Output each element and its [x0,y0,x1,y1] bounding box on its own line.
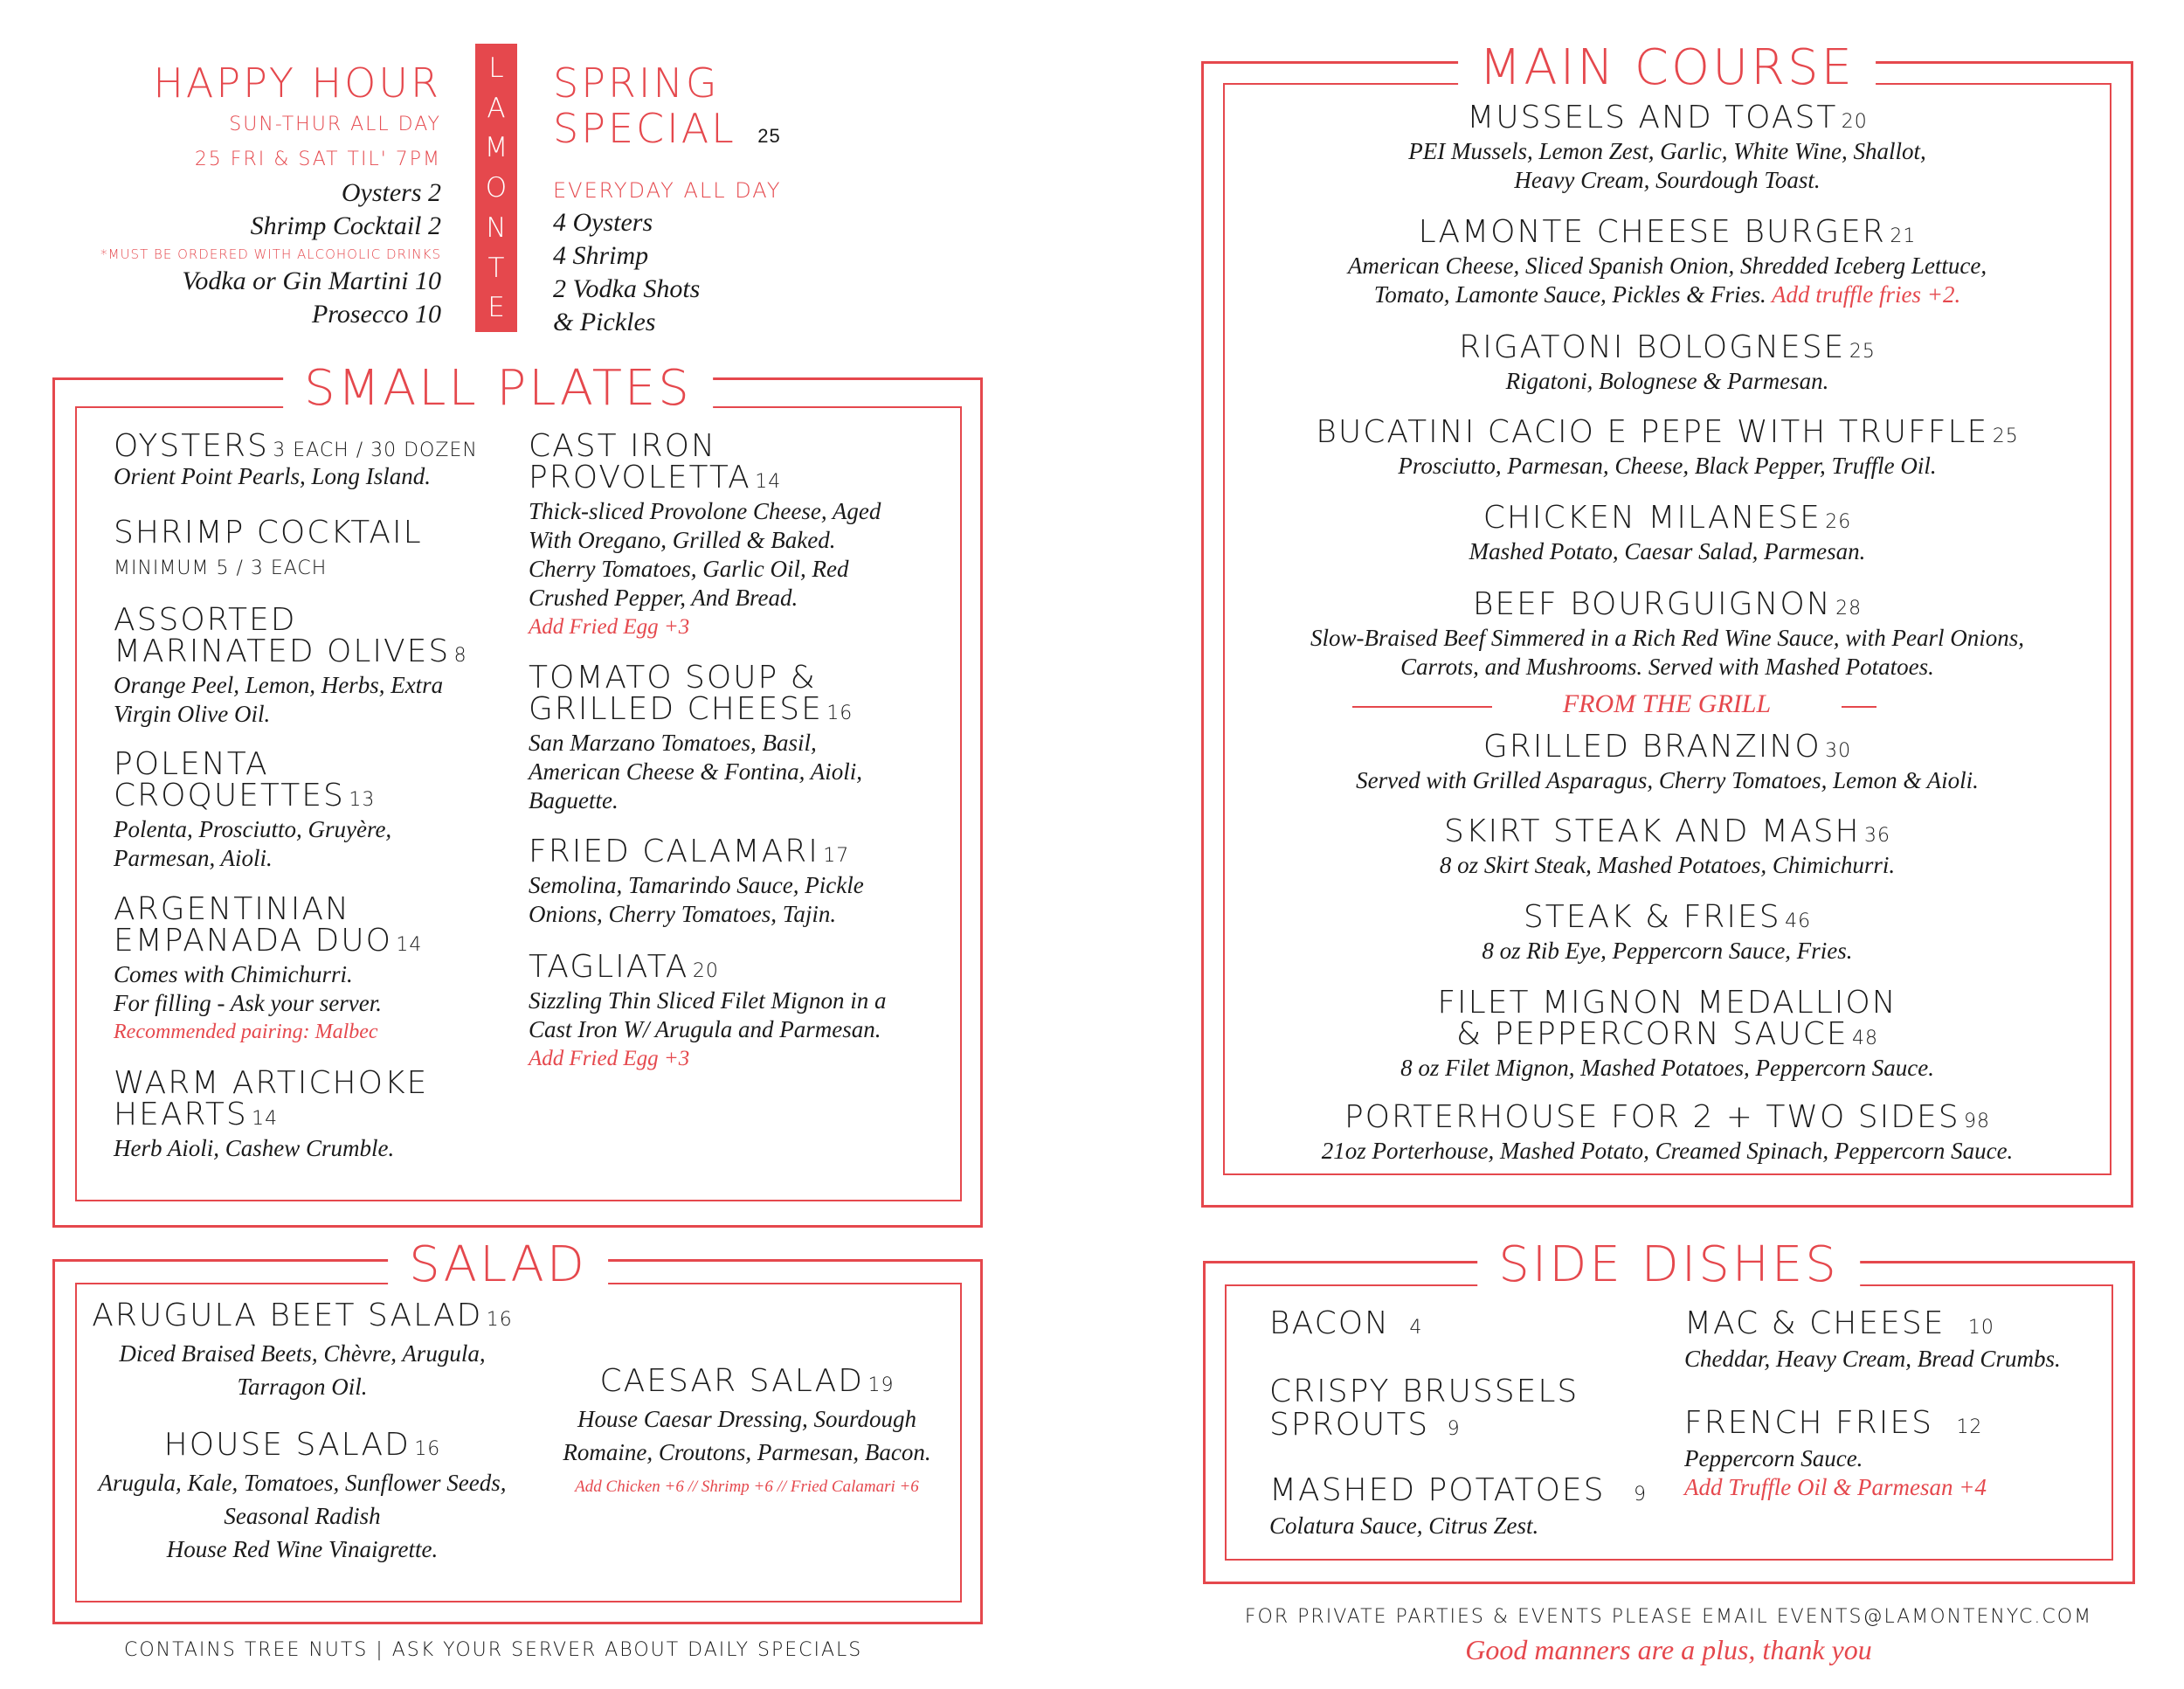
item-name: MARINATED OLIVES [114,633,451,669]
item-name: TOMATO SOUP & [529,660,817,696]
item-name: FRENCH FRIES [1684,1405,1933,1441]
main-course-title: MAIN COURSE [1458,40,1876,96]
spring-special-item: & Pickles [553,308,656,336]
menu-item-chicken-milanese [1223,502,2111,566]
item-price: 19 [867,1374,895,1396]
item-price: 4 [1409,1317,1423,1339]
menu-item-beef-bourguignon [1223,586,2111,682]
item-description: Cherry Tomatoes, Garlic Oil, Red [529,556,849,582]
footer-left-note: CONTAINS TREE NUTS | ASK YOUR SERVER ABOUT DAILY SPECIALS [124,1639,863,1661]
item-name: CAESAR SALAD [599,1363,865,1399]
item-name: MAC & CHEESE [1684,1305,1946,1341]
item-price: 26 [1825,511,1852,533]
item-name: GRILLED CHEESE [529,691,823,727]
item-name: SHRIMP COCKTAIL [114,515,423,550]
item-name: LAMONTE CHEESE BURGER [1418,214,1886,250]
item-description: Arugula, Kale, Tomatoes, Sunflower Seeds, [98,1470,507,1496]
item-name: ARUGULA BEET SALAD [92,1298,483,1333]
private-events-note: FOR PRIVATE PARTIES & EVENTS PLEASE EMAIL EVENTS@LAMONTENYC.COM [1244,1606,2093,1628]
logo-letter: N [486,211,507,244]
item-description: American Cheese, Sliced Spanish Onion, Shredded Iceberg Lettuce, [1347,253,1987,279]
item-description: Romaine, Croutons, Parmesan, Bacon. [563,1439,931,1465]
item-name: CAST IRON [529,428,716,464]
menu-item-steak-fries [1223,899,2111,966]
item-name: PORTERHOUSE FOR 2 + TWO SIDES [1344,1099,1960,1135]
item-name: RIGATONI BOLOGNESE [1459,329,1846,365]
item-note: Add Chicken +6 // Shrimp +6 // Fried Calamari +6 [575,1478,919,1496]
item-description: House Red Wine Vinaigrette. [166,1536,439,1562]
item-price: 28 [1835,598,1863,620]
item-name: FILET MIGNON MEDALLION [1437,985,1897,1021]
item-description: American Cheese & Fontina, Aioli, [529,758,862,785]
menu-item-olives [114,602,467,729]
item-name: WARM ARTICHOKE [114,1065,429,1101]
item-description: Colatura Sauce, Citrus Zest. [1269,1512,1539,1539]
item-name: HOUSE SALAD [163,1427,411,1463]
spring-special-item: 2 Vodka Shots [553,274,701,303]
item-description: With Oregano, Grilled & Baked. [529,527,836,553]
menu-item-empanada [114,891,423,1047]
spring-special-title: SPECIAL [553,105,736,152]
item-price: 98 [1964,1111,1991,1132]
item-description: Rigatoni, Bolognese & Parmesan. [1505,368,1829,394]
menu-item-skirt-steak [1223,813,2111,880]
happy-hour-title: HAPPY HOUR [153,59,441,107]
item-price: 10 [1967,1317,1994,1339]
item-name: HEARTS [114,1097,248,1132]
menu-item-provoletta [529,428,881,641]
menu-item-artichoke [114,1065,429,1163]
item-name: SKIRT STEAK AND MASH [1444,813,1861,849]
menu-item-arugula-salad [75,1300,529,1403]
logo-letter: E [487,292,505,324]
happy-hour-block [87,59,441,331]
item-description: Diced Braised Beets, Chèvre, Arugula, [119,1340,486,1367]
menu-item-polenta [114,746,392,873]
item-description: Thick-sliced Provolone Cheese, Aged [529,498,881,524]
item-price: 14 [252,1108,279,1130]
item-description: For filling - Ask your server. [114,990,382,1016]
logo-letter: M [484,132,508,164]
item-description: Semolina, Tamarindo Sauce, Pickle [529,872,864,898]
item-name: ARGENTINIAN [114,891,350,927]
item-price: 14 [755,471,782,493]
item-price: 30 [1825,740,1852,762]
item-description: Baguette. [529,787,619,813]
item-description: San Marzano Tomatoes, Basil, [529,730,817,756]
item-description: Slow-Braised Beef Simmered in a Rich Red Wine Sauce, with Pearl Onions, [1310,625,2025,651]
small-plates-title: SMALL PLATES [283,361,713,417]
salad-title: SALAD [388,1237,608,1293]
menu-item-cheese-burger [1223,214,2111,309]
item-price: 36 [1863,825,1890,847]
happy-hour-line2: 25 FRI & SAT TIL' 7PM [194,149,441,170]
item-description: Served with Grilled Asparagus, Cherry Tomatoes, Lemon & Aioli. [1356,767,1979,793]
item-name: OYSTERS [114,428,269,464]
item-price: 21 [1890,225,1917,247]
item-price: 48 [1852,1028,1879,1049]
menu-item-shrimp-cocktail [114,517,423,578]
menu-item-rigatoni [1223,329,2111,396]
item-description: Orange Peel, Lemon, Herbs, Extra [114,672,444,698]
menu-item-porterhouse [1223,1099,2111,1166]
item-description: Carrots, and Mushrooms. Served with Mashed Potatoes. [1400,654,1934,680]
item-price: 16 [414,1438,441,1460]
item-price: 16 [486,1309,513,1331]
item-name: CROQUETTES [114,778,345,813]
item-name: STEAK & FRIES [1523,899,1781,935]
spring-special-subtitle: EVERYDAY ALL DAY [553,178,782,203]
tagline: Good manners are a plus, thank you [1465,1634,1872,1665]
side-item-mashed-potatoes [1269,1472,1647,1540]
spring-special-item: 4 Shrimp [553,241,649,270]
item-note: Add truffle fries +2. [1772,281,1961,308]
item-description-text: Tomato, Lamonte Sauce, Pickles & Fries. [1373,281,1766,308]
item-name: ASSORTED [114,602,297,638]
logo-letter: O [485,172,508,204]
logo-letter: T [487,252,505,284]
item-description: Sizzling Thin Sliced Filet Mignon in a [529,987,887,1014]
item-description: PEI Mussels, Lemon Zest, Garlic, White Wine, Shallot, [1408,138,1926,164]
side-item-brussels-sprouts [1269,1376,1579,1441]
item-description: Seasonal Radish [224,1503,381,1529]
menu-item-branzino [1223,731,2111,795]
item-description: 8 oz Skirt Steak, Mashed Potatoes, Chimichurri. [1439,852,1896,878]
item-description: Peppercorn Sauce. [1684,1445,1863,1471]
item-description: Comes with Chimichurri. [114,961,353,987]
spring-special-price: 25 [757,125,781,147]
item-name: EMPANADA DUO [114,923,392,959]
item-description: Mashed Potato, Caesar Salad, Parmesan. [1469,538,1866,564]
item-description: Orient Point Pearls, Long Island. [114,463,431,489]
lamonte-vertical-logo [475,44,517,332]
menu-item-oysters [114,428,478,491]
menu-item-calamari [529,836,864,929]
menu-item-filet-mignon [1223,987,2111,1083]
item-name: & PEPPERCORN SAUCE [1455,1016,1849,1052]
item-description: House Caesar Dressing, Sourdough [577,1406,916,1432]
from-the-grill-label: FROM THE GRILL [1492,689,1842,718]
item-name: MUSSELS AND TOAST [1467,100,1838,135]
item-price: 13 [349,789,376,811]
item-name: BACON [1269,1305,1390,1341]
item-name: GRILLED BRANZINO [1482,729,1821,765]
item-price: 25 [1992,426,2019,447]
item-price: 14 [396,934,423,956]
happy-hour-item: Oysters 2 [341,178,441,207]
logo-letter: L [488,52,504,84]
spring-special-block [553,59,841,339]
item-note: Add Truffle Oil & Parmesan +4 [1684,1474,1987,1500]
item-price: 8 [453,645,467,667]
spring-special-item: 4 Oysters [553,208,653,237]
item-note: Add Fried Egg +3 [529,1047,690,1070]
logo-letter: A [487,92,506,124]
item-price: 12 [1956,1416,1983,1438]
item-name: CHICKEN MILANESE [1482,500,1821,536]
item-description: Tarragon Oil. [237,1374,368,1400]
item-description: Heavy Cream, Sourdough Toast. [1514,167,1821,193]
happy-hour-item: Prosecco 10 [311,300,441,329]
item-description: Cheddar, Heavy Cream, Bread Crumbs. [1684,1346,2061,1372]
item-description: 8 oz Rib Eye, Peppercorn Sauce, Fries. [1482,938,1853,964]
happy-hour-item: Vodka or Gin Martini 10 [182,267,441,295]
menu-item-tagliata [529,949,887,1073]
item-name: BUCATINI CACIO E PEPE WITH TRUFFLE [1316,414,1989,450]
side-dishes-title: SIDE DISHES [1477,1237,1860,1293]
item-description [1223,280,2111,309]
spring-special-title: SPRING [553,59,720,107]
menu-item-mussels [1223,102,2111,195]
item-price: 16 [826,703,854,724]
item-description: Cast Iron W/ Arugula and Parmesan. [529,1016,881,1042]
item-price: 9 [1633,1484,1647,1506]
item-name: POLENTA [114,746,269,782]
item-name: MASHED POTATOES [1269,1472,1606,1508]
side-item-bacon [1269,1305,1423,1341]
side-item-french-fries [1684,1405,1987,1502]
item-description: Polenta, Prosciutto, Gruyère, [114,816,392,842]
menu-item-bucatini [1223,414,2111,481]
item-price: 20 [1841,111,1868,133]
happy-hour-note: *MUST BE ORDERED WITH ALCOHOLIC DRINKS [100,246,441,262]
item-description: Onions, Cherry Tomatoes, Tajin. [529,901,837,927]
item-description: 8 oz Filet Mignon, Mashed Potatoes, Peppercorn Sauce. [1400,1055,1934,1081]
happy-hour-item: Shrimp Cocktail 2 [250,211,441,240]
item-name: PROVOLETTA [529,460,751,495]
item-price: 46 [1785,910,1812,932]
item-name: TAGLIATA [529,949,689,985]
item-name: FRIED CALAMARI [529,834,819,869]
happy-hour-line1: SUN-THUR ALL DAY [229,114,441,135]
item-description: Crushed Pepper, And Bread. [529,585,798,611]
item-description: 21oz Porterhouse, Mashed Potato, Creamed Spinach, Peppercorn Sauce. [1321,1138,2014,1164]
menu-item-tomato-soup [529,662,862,815]
item-price: MINIMUM 5 / 3 EACH [114,557,328,579]
item-price: 17 [823,845,850,867]
item-name: SPROUTS [1269,1407,1430,1443]
item-price: 9 [1447,1418,1461,1440]
item-description: Herb Aioli, Cashew Crumble. [114,1135,395,1161]
menu-item-caesar-salad [542,1363,952,1501]
item-note: Add Fried Egg +3 [529,615,690,639]
item-price: 20 [692,960,719,982]
item-price: 3 EACH / 30 DOZEN [273,440,478,461]
item-description: Prosciutto, Parmesan, Cheese, Black Pepper, Truffle Oil. [1398,453,1937,479]
item-price: 25 [1849,341,1876,363]
item-name: BEEF BOURGUIGNON [1472,586,1832,622]
item-description: Virgin Olive Oil. [114,701,271,727]
side-item-mac-cheese [1684,1305,2061,1374]
menu-item-house-salad [75,1429,529,1566]
item-description: Parmesan, Aioli. [114,845,273,871]
item-note: Recommended pairing: Malbec [114,1021,378,1043]
item-name: CRISPY BRUSSELS [1269,1374,1579,1409]
